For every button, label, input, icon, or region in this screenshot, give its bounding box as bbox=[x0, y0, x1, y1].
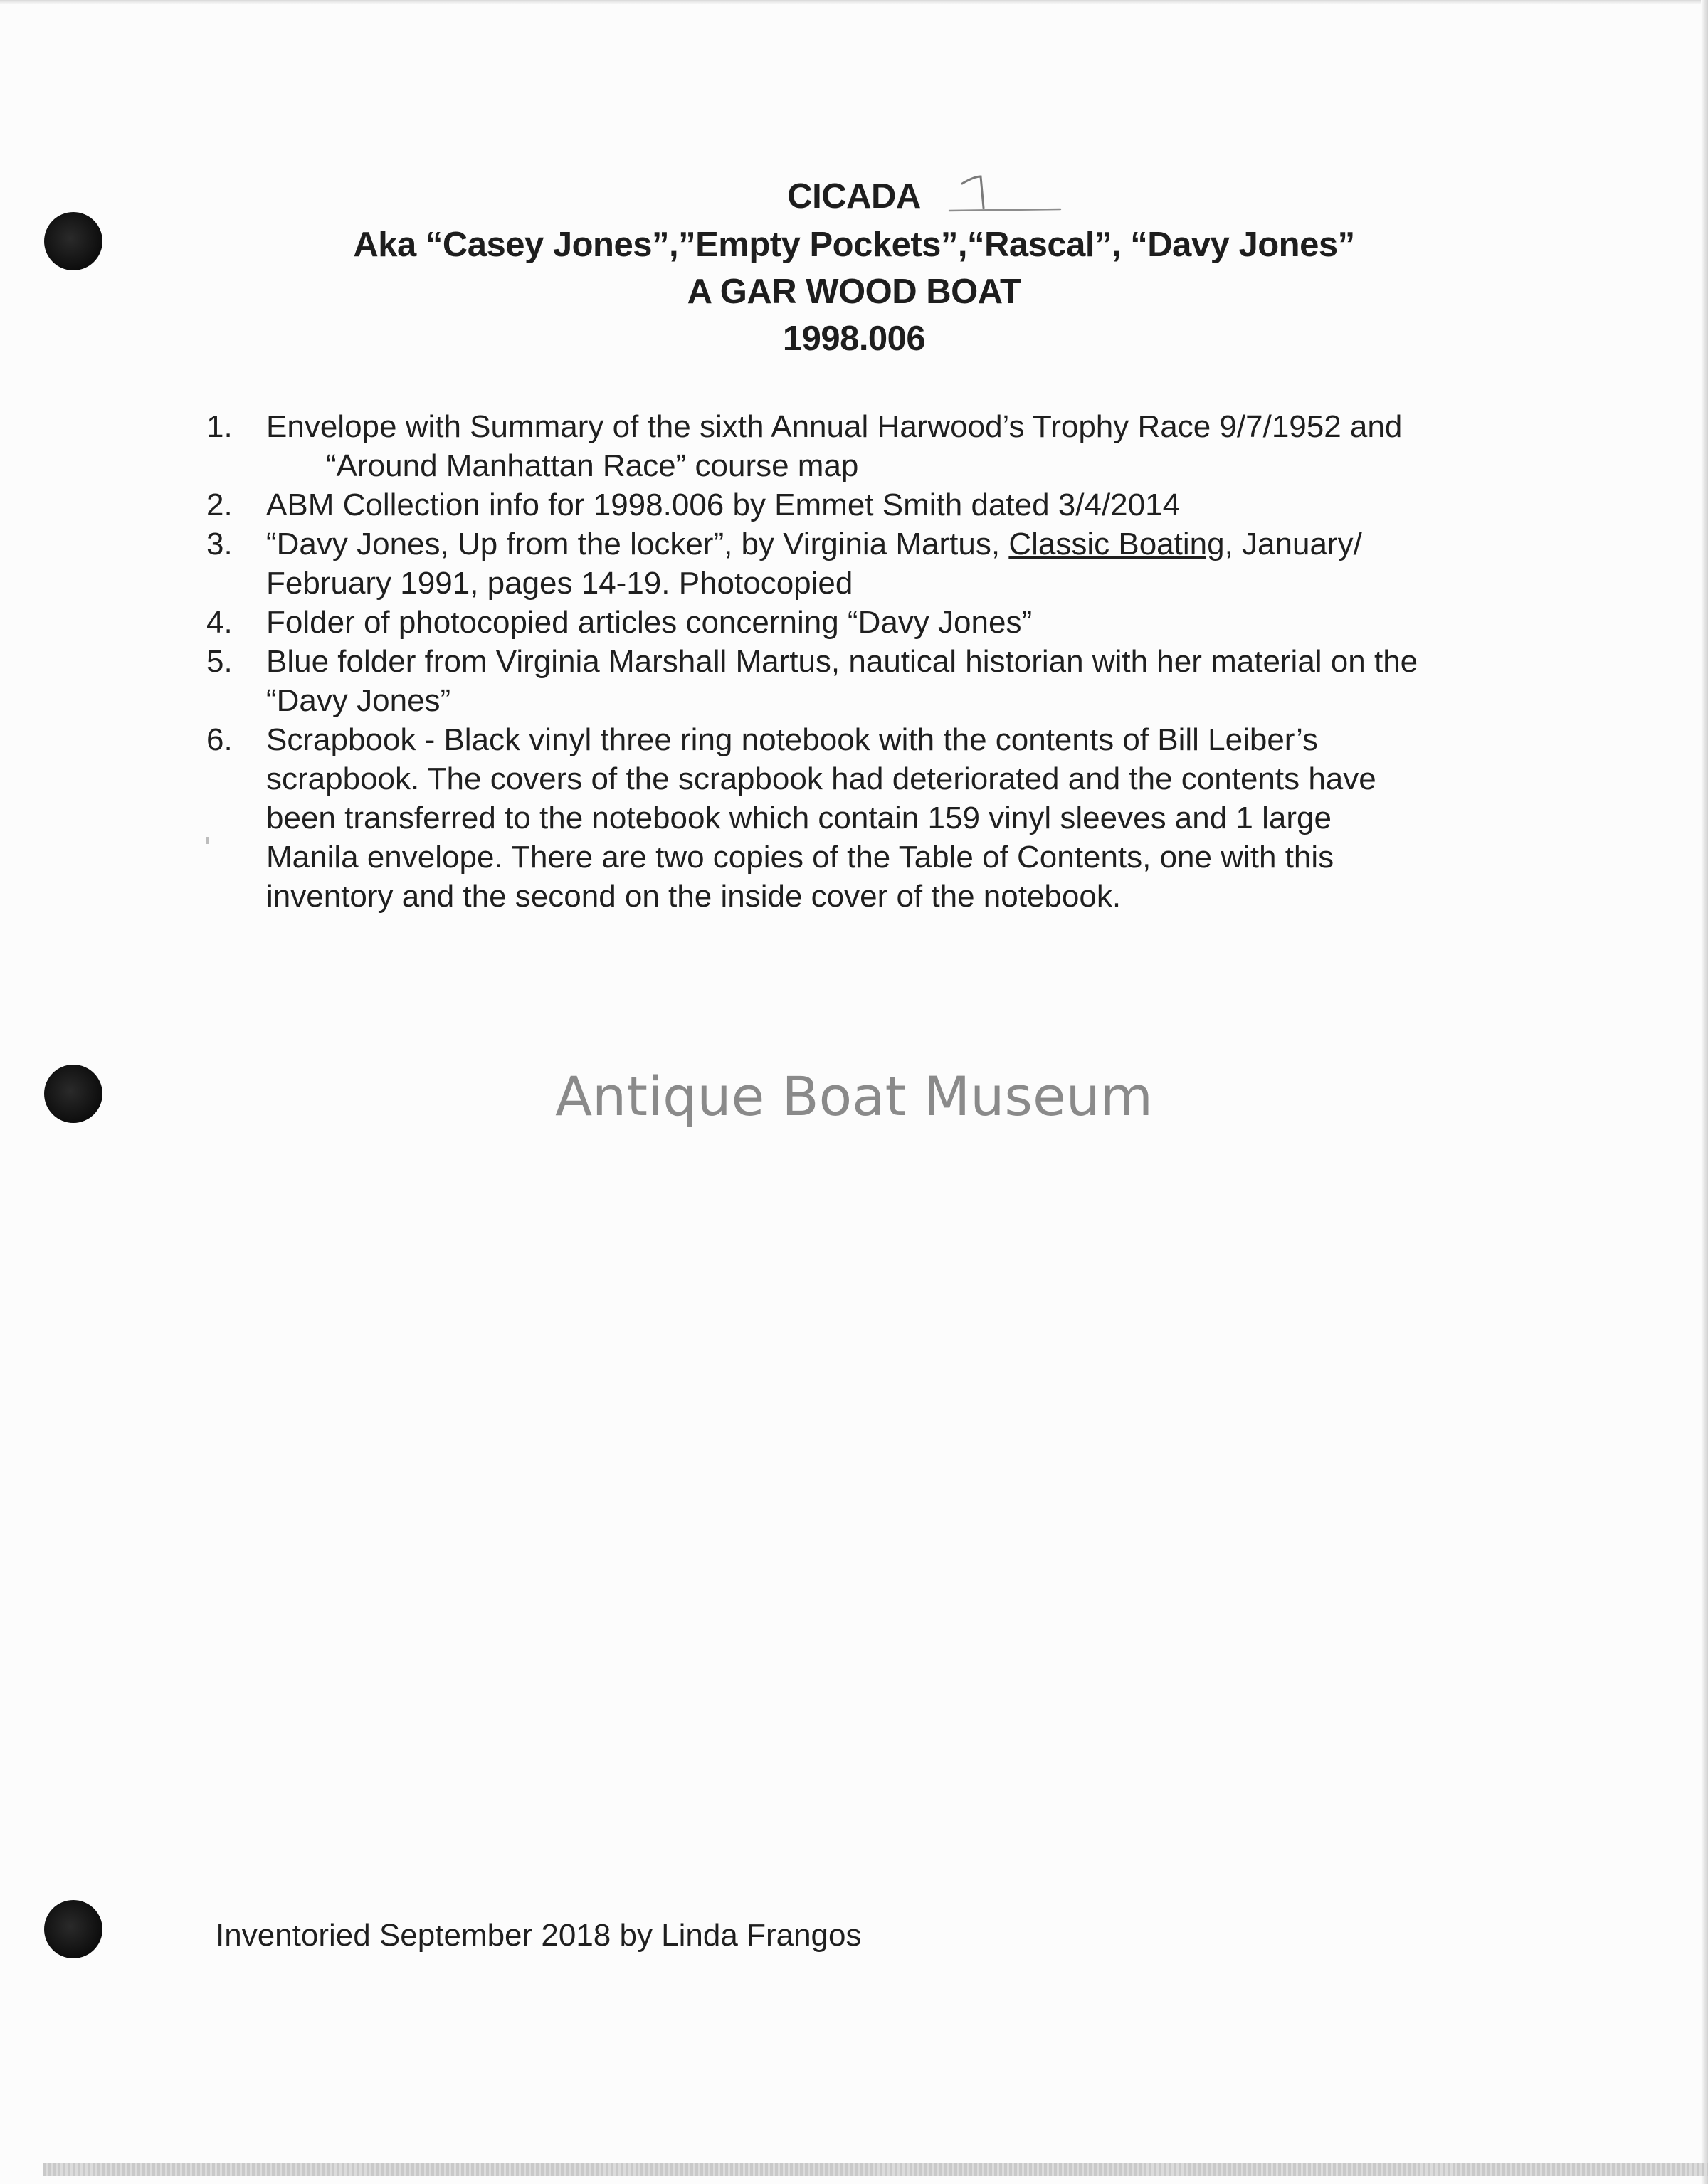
item-text bbox=[266, 524, 1544, 564]
accession-number: 1998.006 bbox=[782, 320, 926, 358]
item-number: 5. bbox=[206, 644, 233, 679]
scan-edge-top bbox=[0, 0, 1708, 4]
watermark: Antique Boat Museum bbox=[555, 1065, 1153, 1128]
item-text: scrapbook. The covers of the scrapbook had deteriorated and the contents have bbox=[266, 761, 1376, 796]
document-subtitle: A GAR WOOD BOAT bbox=[687, 273, 1021, 311]
list-item bbox=[206, 407, 1544, 485]
list-item bbox=[206, 524, 1544, 603]
item-text: Folder of photocopied articles concerning “Davy Jones” bbox=[266, 605, 1033, 640]
item-text: Blue folder from Virginia Marshall Martus, nautical historian with her material on the bbox=[266, 644, 1418, 679]
item-text: Envelope with Summary of the sixth Annual Harwood’s Trophy Race 9/7/1952 and bbox=[266, 409, 1403, 444]
document-title: CICADA bbox=[787, 177, 921, 216]
scan-edge-bottom bbox=[43, 2163, 1708, 2176]
item-number: 2. bbox=[206, 487, 233, 522]
inventory-list bbox=[206, 407, 1544, 916]
item-text: ABM Collection info for 1998.006 by Emmet Smith dated 3/4/2014 bbox=[266, 487, 1181, 522]
item-number: 4. bbox=[206, 605, 233, 640]
scan-speck bbox=[206, 837, 209, 844]
item-number: 1. bbox=[206, 409, 233, 444]
item-text-before: “Davy Jones, Up from the locker”, by Virginia Martus, bbox=[266, 527, 1009, 561]
item-text: inventory and the second on the inside cover of the notebook. bbox=[266, 879, 1122, 914]
publication-title: Classic Boating, bbox=[1008, 527, 1233, 561]
item-text: “Around Manhattan Race” course map bbox=[326, 448, 859, 483]
list-item bbox=[206, 720, 1544, 916]
item-text: Scrapbook - Black vinyl three ring notebook with the contents of Bill Leiber’s bbox=[266, 722, 1319, 757]
item-number: 6. bbox=[206, 722, 233, 757]
inventory-footer: Inventoried September 2018 by Linda Frangos bbox=[216, 1918, 862, 1953]
binder-hole-bottom bbox=[44, 1900, 102, 1958]
list-item bbox=[206, 603, 1544, 642]
item-text: been transferred to the notebook which contain 159 vinyl sleeves and 1 large bbox=[266, 801, 1332, 835]
list-item bbox=[206, 485, 1544, 524]
document-aka: Aka “Casey Jones”,”Empty Pockets”,“Rascal”, “Davy Jones” bbox=[353, 226, 1355, 264]
handwritten-mark-icon bbox=[947, 168, 1068, 218]
item-text: Manila envelope. There are two copies of the Table of Contents, one with this bbox=[266, 840, 1334, 875]
item-text: “Davy Jones” bbox=[266, 683, 451, 718]
item-text-after: January/ bbox=[1233, 527, 1362, 561]
item-text: February 1991, pages 14-19. Photocopied bbox=[266, 566, 853, 601]
item-number: 3. bbox=[206, 527, 233, 561]
list-item bbox=[206, 642, 1544, 720]
